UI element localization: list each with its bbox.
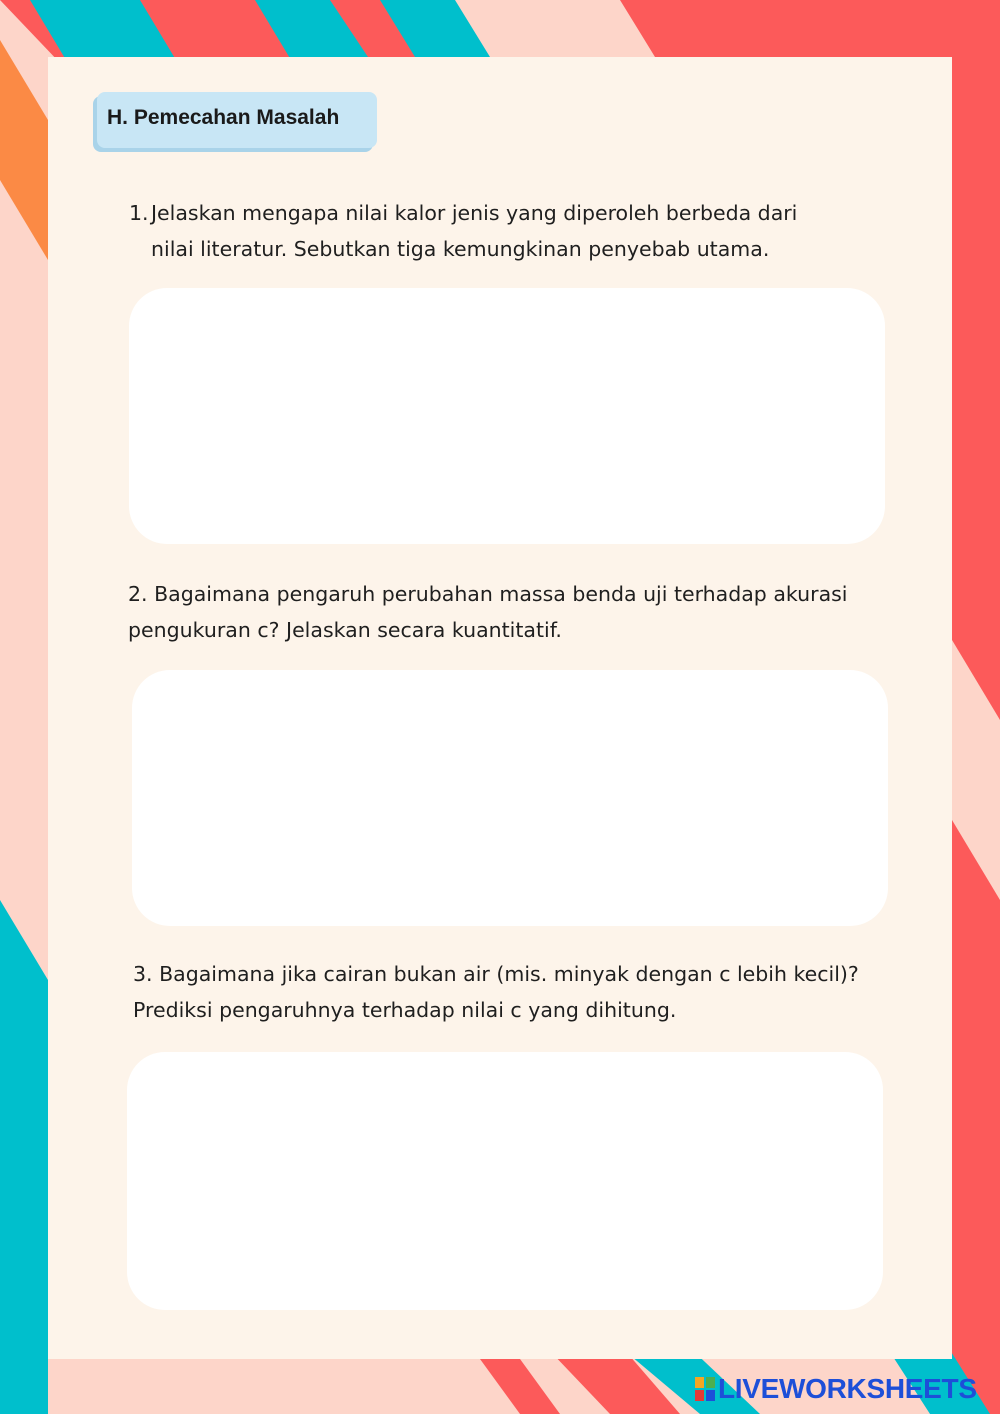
- question-3: [133, 956, 933, 1028]
- liveworksheets-logo-icon: [694, 1375, 716, 1403]
- brand-watermark: [694, 1372, 977, 1406]
- section-title: H. Pemecahan Masalah: [107, 106, 340, 129]
- question-2: [128, 576, 928, 648]
- stripe-teal-left-bottom: [0, 900, 48, 1414]
- answer-box-3[interactable]: [127, 1052, 883, 1310]
- question-3-text: 3. Bagaimana jika cairan bukan air (mis. minyak dengan c lebih kecil)? Prediksi pengaruhnya terhadap nilai c yang dihitung.: [133, 962, 859, 1022]
- question-1: [129, 195, 889, 267]
- question-1-text: Jelaskan mengapa nilai kalor jenis yang diperoleh berbeda dari nilai literatur. Sebutkan tiga kemungkinan penyebab utama.: [151, 201, 798, 261]
- question-2-text: 2. Bagaimana pengaruh perubahan massa benda uji terhadap akurasi pengukuran c? Jelaskan secara kuantitatif.: [128, 582, 848, 642]
- question-1-number: 1.: [129, 201, 149, 225]
- brand-name: LIVEWORKSHEETS: [718, 1373, 977, 1404]
- answer-box-2[interactable]: [132, 670, 888, 926]
- section-badge: [97, 92, 377, 148]
- answer-box-1[interactable]: [129, 288, 885, 544]
